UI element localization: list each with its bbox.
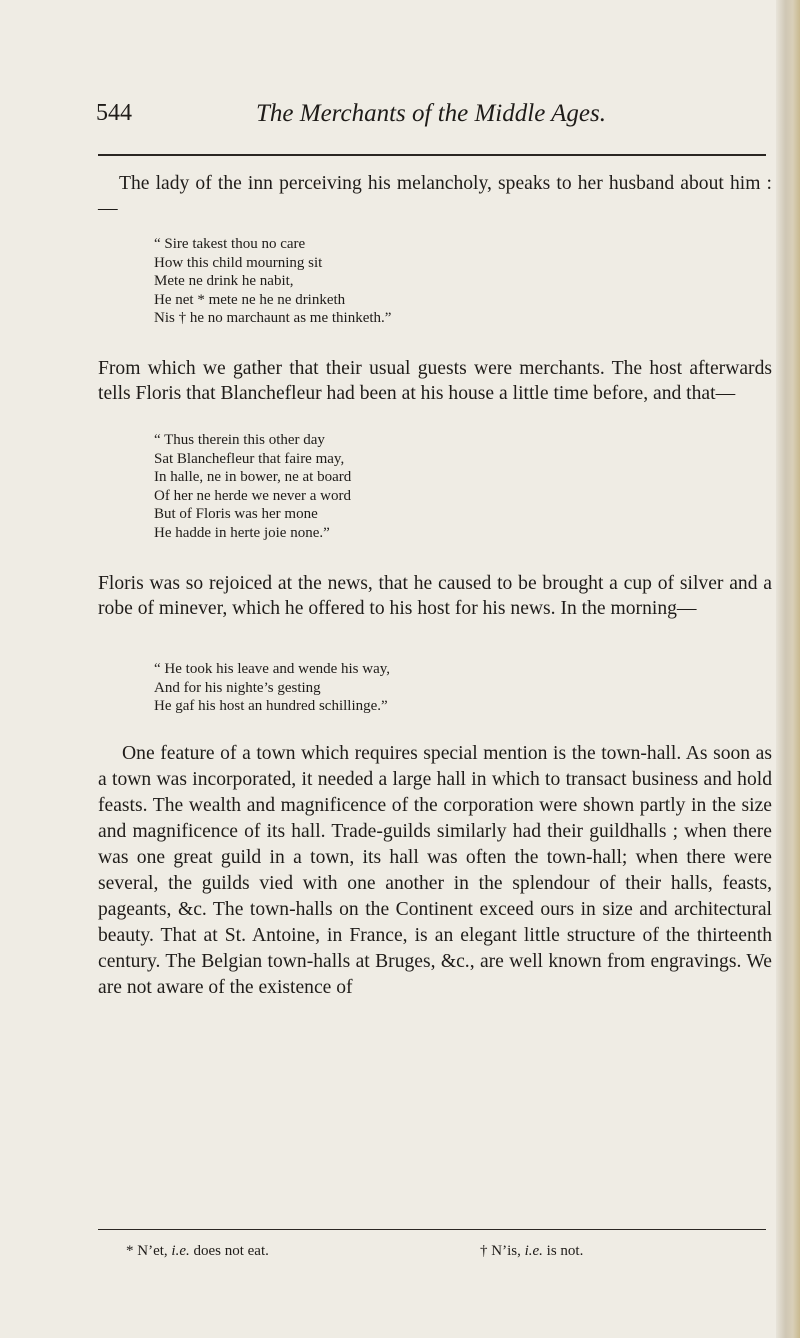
verse-line: Nis † he no marchaunt as me thinketh.” xyxy=(154,310,392,327)
running-title: The Merchants of the Middle Ages. xyxy=(256,100,606,127)
paragraph-text: The lady of the inn perceiving his melancholy, speaks to her husband about him :— xyxy=(98,173,772,219)
verse-block-1 xyxy=(154,235,391,328)
verse-line: He hadde in herte joie none.” xyxy=(154,524,330,541)
footnote-b xyxy=(480,1243,583,1260)
verse-line: But of Floris was her mone xyxy=(154,506,318,523)
paragraph-1 xyxy=(98,172,772,221)
verse-line: Mete ne drink he nabit, xyxy=(154,273,294,290)
footnote-a xyxy=(126,1243,269,1260)
paragraph-text: Floris was so rejoiced at the news, that he caused to be brought a cup of silver and a robe of minever, which he offered to his host for his news. In the morning— xyxy=(98,573,772,619)
footnote-mark: † N’is, xyxy=(480,1243,521,1259)
header-rule xyxy=(98,154,766,156)
paragraph-2 xyxy=(98,357,772,406)
page-number: 544 xyxy=(96,100,132,126)
paragraph-4 xyxy=(98,741,772,1001)
verse-line: “ Sire takest thou no care xyxy=(154,236,306,252)
verse-block-2 xyxy=(154,431,351,543)
footnote-mark: * N’et, xyxy=(126,1243,168,1259)
page-edge-shadow xyxy=(776,0,800,1338)
paragraph-3 xyxy=(98,572,772,621)
verse-line: He gaf his host an hundred schillinge.” xyxy=(154,698,388,715)
footnote-text: does not eat. xyxy=(193,1243,269,1259)
verse-line: “ Thus therein this other day xyxy=(154,432,325,448)
paragraph-text: One feature of a town which requires special mention is the town-hall. As soon as a town was incorporated, it needed a large hall in which to transact business and hold feasts. The wealth and magnificence of the corporation were shown partly in the size and magnificence of its hall. Trade-guilds similarly had their guildhalls ; when there was one great guild in a town, its hall was often the town-hall; when there were several, the guilds vied with one another in the splendour of their halls, feasts, pageants, &c. The town-halls on the Continent exceed ours in size and architectural beauty. That at St. Antoine, in France, is an elegant little structure of the thirteenth century. The Belgian town-halls at Bruges, &c., are well known from engravings. We are not aware of the existence of xyxy=(98,743,772,998)
footnote-ie: i.e. xyxy=(171,1243,190,1259)
verse-line: And for his nighte’s gesting xyxy=(154,679,321,696)
paragraph-text: From which we gather that their usual guests were merchants. The host afterwards tells Floris that Blanchefleur had been at his house a little time before, and that— xyxy=(98,358,772,404)
footnote-text: is not. xyxy=(546,1243,584,1259)
footnote-ie: i.e. xyxy=(524,1243,543,1259)
verse-block-3 xyxy=(154,660,390,716)
verse-line: He net * mete ne he ne drinketh xyxy=(154,291,346,308)
verse-line: How this child mourning sit xyxy=(154,254,323,271)
verse-line: In halle, ne in bower, ne at board xyxy=(154,469,352,486)
verse-line: “ He took his leave and wende his way, xyxy=(154,661,391,677)
page-header xyxy=(96,100,756,140)
verse-line: Sat Blanchefleur that faire may, xyxy=(154,450,345,467)
footnote-rule xyxy=(98,1229,766,1230)
verse-line: Of her ne herde we never a word xyxy=(154,487,351,504)
